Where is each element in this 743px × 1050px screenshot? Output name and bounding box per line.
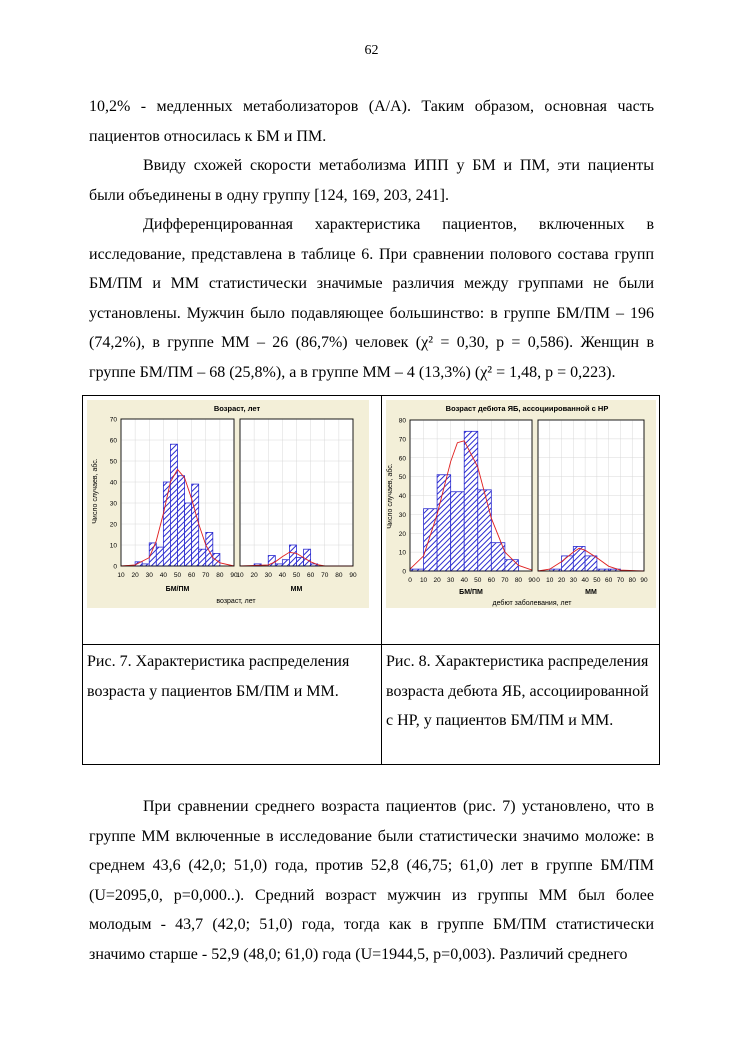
y-axis-label: Число случаев, абс. [387, 463, 394, 529]
y-tick-label: 60 [398, 455, 406, 463]
x-tick-label: 80 [628, 577, 636, 584]
x-tick-label: 10 [419, 577, 428, 584]
paragraph: Ввиду схожей скорости метаболизма ИПП у БМ и ПМ, эти пациенты были объединены в одну группу [124, 169, 203, 241]. [89, 157, 654, 204]
x-tick-label: 80 [335, 572, 343, 579]
x-tick-label: 90 [230, 572, 238, 579]
x-tick-label: 40 [159, 572, 167, 579]
histogram-bar [573, 546, 585, 571]
x-tick-label: 50 [173, 572, 182, 579]
histogram-bar [562, 556, 574, 571]
figure-8-chart [382, 396, 662, 644]
x-tick-label: 60 [307, 572, 315, 579]
x-tick-label: 20 [131, 572, 139, 579]
histogram-bar [297, 558, 304, 566]
histogram-bar [178, 476, 185, 566]
y-tick-label: 10 [109, 542, 117, 550]
chart-panel-0 [408, 420, 536, 596]
paragraph: Дифференцированная характеристика пациентов, включенных в исследование, представлена в таблице 6. При сравнении полового состава групп БМ/ПМ и ММ статистически значимые различия между группами не были установлены. Мужчин было подавляющее большинство: в группе БМ/ПМ – 196 (74,2%), в группе ММ – 26 (86,7%) человек (χ² = 0,30, p = 0,586). Женщин в группе БМ/ПМ – 68 (25,8%), а в группе ММ – 4 (13,3%) (χ² = 1,48, p = 0,223). [89, 216, 654, 381]
x-tick-label: 0 [408, 577, 412, 584]
y-tick-label: 20 [109, 521, 117, 529]
figure-8-cell [382, 396, 660, 645]
y-tick-label: 50 [398, 474, 406, 482]
histogram-bar [304, 549, 311, 566]
x-tick-label: 40 [278, 572, 286, 579]
x-tick-label: 90 [349, 572, 357, 579]
x-tick-label: 40 [581, 577, 589, 584]
x-tick-label: 30 [264, 572, 272, 579]
y-tick-label: 70 [398, 436, 406, 444]
x-tick-label: 0 [536, 577, 540, 584]
y-tick-label: 30 [109, 500, 117, 508]
histogram-bar [505, 560, 519, 571]
figure-8-caption: Рис. 8. Характеристика распределения возраста дебюта ЯБ, ассоциированной с HP, у пациентов БМ/ПМ и ММ. [382, 645, 660, 765]
x-tick-label: 40 [460, 577, 468, 584]
x-tick-label: 80 [216, 572, 224, 579]
figure-7-cell [83, 396, 382, 645]
histogram-bar [282, 560, 289, 566]
panel-name: БМ/ПМ [459, 589, 483, 596]
y-tick-label: 20 [398, 530, 406, 538]
y-tick-label: 60 [109, 437, 117, 445]
x-tick-label: 50 [474, 577, 482, 584]
x-tick-label: 90 [640, 577, 648, 584]
x-tick-label: 70 [321, 572, 329, 579]
x-tick-label: 30 [145, 572, 153, 579]
x-tick-label: 20 [557, 577, 566, 584]
y-tick-label: 10 [398, 549, 406, 557]
x-tick-label: 80 [514, 577, 523, 584]
x-tick-label: 70 [616, 577, 625, 584]
y-tick-label: 40 [398, 493, 406, 500]
page-number: 62 [364, 43, 379, 58]
panel-name: БМ/ПМ [165, 586, 190, 593]
panel-name: ММ [290, 586, 303, 593]
histogram-bar [199, 549, 206, 566]
histogram-bar [289, 545, 296, 566]
histogram-bar [192, 484, 199, 566]
figure-7-chart [83, 396, 381, 644]
y-tick-label: 40 [109, 479, 117, 487]
x-tick-label: 10 [117, 572, 125, 579]
x-tick-label: 60 [487, 577, 495, 584]
y-tick-label: 0 [402, 568, 406, 576]
x-tick-label: 20 [433, 577, 441, 584]
y-tick-label: 80 [398, 417, 406, 425]
y-axis-label: Число случаев, абс. [92, 458, 99, 524]
x-tick-label: 50 [292, 572, 301, 579]
x-axis-label: дебют заболевания, лет [492, 600, 572, 607]
paragraph: 10,2% - медленных метаболизаторов (A/A). Таким образом, основная часть пациентов относилась к БМ и ПМ. [89, 98, 654, 145]
y-tick-label: 0 [113, 563, 117, 571]
x-tick-label: 10 [546, 577, 554, 584]
histogram-bar [185, 503, 192, 566]
y-tick-label: 50 [109, 458, 117, 466]
histogram-bar [585, 556, 597, 571]
histogram-bar [478, 490, 492, 571]
x-tick-label: 10 [236, 572, 244, 579]
x-tick-label: 20 [250, 572, 258, 579]
histogram-bar [156, 547, 163, 566]
x-tick-label: 30 [447, 577, 455, 584]
x-axis-label: возраст, лет [216, 598, 256, 605]
histogram-bar [451, 492, 465, 571]
histogram-bar [163, 482, 170, 566]
x-tick-label: 30 [569, 577, 577, 584]
chart-title: Возраст, лет [213, 404, 261, 413]
chart-title: Возраст дебюта ЯБ, ассоциированной с HP [445, 404, 609, 413]
x-tick-label: 90 [528, 577, 536, 584]
paragraph: При сравнении среднего возраста пациентов (рис. 7) установлено, что в группе ММ включенные в исследование были статистически значимо моложе: в среднем 43,6 (42,0; 51,0) года, против 52,8 (46,75; 61,0) лет в группе БМ/ПМ (U=2095,0, p=0,000..). Средний возраст мужчин из группы ММ был более молодым - 43,7 (42,0; 51,0) года, тогда как в группе БМ/ПМ статистически значимо старше - 52,9 (48,0; 61,0) года (U=1944,5, p=0,003). Различий среднего [89, 798, 654, 963]
figure-7-caption: Рис. 7. Характеристика распределения возраста у пациентов БМ/ПМ и ММ. [83, 645, 382, 765]
x-tick-label: 60 [188, 572, 196, 579]
y-tick-label: 30 [398, 511, 406, 519]
x-tick-label: 70 [501, 577, 509, 584]
figure-table [82, 395, 660, 765]
x-tick-label: 70 [202, 572, 210, 579]
x-tick-label: 60 [605, 577, 613, 584]
histogram-bar [464, 431, 478, 571]
histogram-bar [424, 509, 438, 571]
histogram-bar [170, 444, 177, 566]
x-tick-label: 50 [593, 577, 601, 584]
histogram-bar [206, 532, 213, 566]
panel-name: ММ [585, 589, 597, 596]
y-tick-label: 70 [109, 416, 117, 424]
chart-panel-1 [536, 420, 648, 596]
